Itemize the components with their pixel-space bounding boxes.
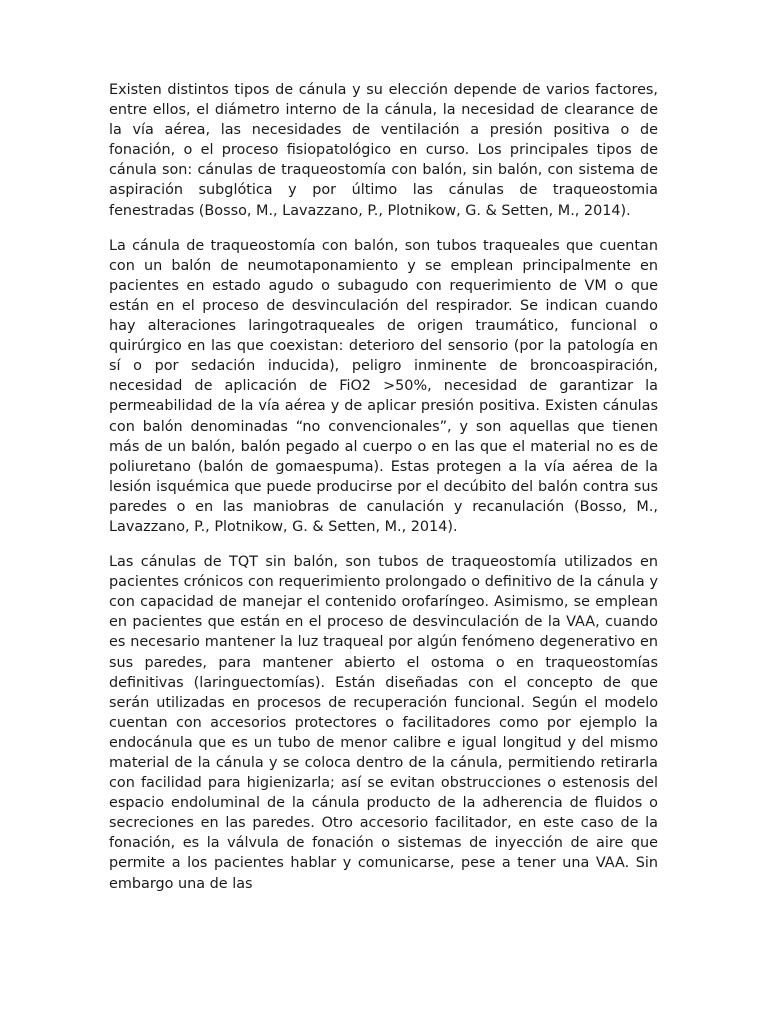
paragraph-canula-with-balloon: La cánula de traqueostomía con balón, son tubos traqueales que cuentan con un balón de neumotaponamiento y se emplean principalmente en pacientes en estado agudo o subagudo con requerimiento de VM o que están en el proceso de desvinculación del respirador. Se indican cuando hay alteraciones laringotraqueales de origen traumático, funcional o quirúrgico en las que coexistan: deterioro del sensorio (por la patología en sí o por sedación inducida), peligro inminente de broncoaspiración, necesidad de aplicación de FiO2 >50%, necesidad de garantizar la permeabilidad de la vía aérea y de aplicar presión positiva. Existen cánulas con balón denominadas “no convencionales”, y son aquellas que tienen más de un balón, balón pegado al cuerpo o en las que el material no es de poliuretano (balón de gomaespuma). Estas protegen a la vía aérea de la lesión isquémica que puede producirse por el decúbito del balón contra sus paredes o en las maniobras de canulación y recanulación (Bosso, M., Lavazzano, P., Plotnikow, G. & Setten, M., 2014). xyxy=(109,237,658,535)
paragraph-canula-without-balloon: Las cánulas de TQT sin balón, son tubos de traqueostomía utilizados en pacientes crónicos con requerimiento prolongado o definitivo de la cánula y con capacidad de manejar el contenido orofaríngeo. Asimismo, se emplean en pacientes que están en el proceso de desvinculación de la VAA, cuando es necesario mantener la luz traqueal por algún fenómeno degenerativo en sus paredes, para mantener abierto el ostoma o en traqueostomías definitivas (laringuectomías). Están diseñadas con el concepto de que serán utilizadas en procesos de recuperación funcional. Según el modelo cuentan con accesorios protectores o facilitadores como por ejemplo la endocánula que es un tubo de menor calibre e igual longitud y del mismo material de la cánula y se coloca dentro de la cánula, permitiendo retirarla con facilidad para higienizarla; así se evitan obstrucciones o estenosis del espacio endoluminal de la cánula producto de la adherencia de fluidos o secreciones en las paredes. Otro accesorio facilitador, en este caso de la fonación, es la válvula de fonación o sistemas de inyección de aire que permite a los pacientes hablar y comunicarse, pese a tener una VAA. Sin embargo una de las xyxy=(109,554,658,892)
document-page xyxy=(109,80,658,909)
paragraph-canula-types: Existen distintos tipos de cánula y su elección depende de varios factores, entre ellos, el diámetro interno de la cánula, la necesidad de clearance de la vía aérea, las necesidades de ventilación a presión positiva o de fonación, o el proceso fisiopatológico en curso. Los principales tipos de cánula son: cánulas de traqueostomía con balón, sin balón, con sistema de aspiración subglótica y por último las cánulas de traqueostomia fenestradas (Bosso, M., Lavazzano, P., Plotnikow, G. & Setten, M., 2014). xyxy=(109,82,658,219)
